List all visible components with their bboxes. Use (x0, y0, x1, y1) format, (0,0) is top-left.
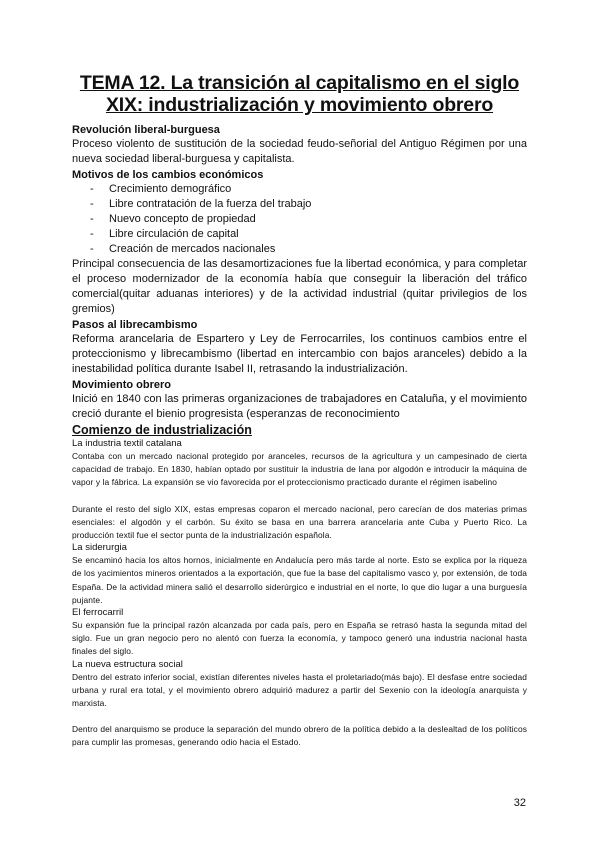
heading-textil: La industria textil catalana (72, 438, 182, 449)
heading-obrero: Movimiento obrero (72, 379, 172, 391)
text-motivos: Principal consecuencia de las desamortizaciones fue la libertad económica, y para completar el proceso modernizador de la economía había que conseguir la liberación del tráfico comercial(quitar aduanas interiores) y de la actividad industrial (quitar privilegios de los gremios) (72, 258, 527, 315)
list-item: - Libre contratación de la fuerza del trabajo (72, 197, 527, 212)
list-item: - Creación de mercados nacionales (72, 242, 527, 257)
heading-ferrocarril: El ferrocarril (72, 607, 124, 619)
text-pasos: Reforma arancelaria de Espartero y Ley de Ferrocarriles, los continuos cambios entre el proteccionismo y librecambismo (libertad en intercambio con bajos aranceles) debido a la inestabilidad política durante Isabel II, retrasando la industrialización. (72, 333, 527, 375)
text-obrero: Inició en 1840 con las primeras organizaciones de trabajadores en Cataluña, y el movimiento creció durante el bienio progresista (esperanzas de reconocimiento (72, 393, 527, 420)
text-textil-2: Durante el resto del siglo XIX, estas empresas coparon el mercado nacional, pero carecían de dos materias primas esenciales: el algodón y el carbón. Su éxito se basa en una barrera arancelaria ante Cuba y Puerto Rico. La producción textil fue el sector punta de la industrialización española. (72, 503, 527, 541)
heading-siderurgia: La siderurgia (72, 542, 127, 554)
text-anarquismo: Dentro del anarquismo se produce la separación del mundo obrero de la política debido a la deslealtad de los políticos para cumplir las promesas, generando odio hacia el Estado. (72, 724, 527, 748)
heading-motivos: Motivos de los cambios económicos (72, 169, 264, 181)
document-page (72, 72, 527, 750)
page-title: TEMA 12. La transición al capitalismo en el siglo XIX: industrialización y movimiento obrero (79, 72, 520, 116)
text-estructura-social: Dentro del estrato inferior social, existían diferentes niveles hasta el proletariado(más bajo). El desfase entre sociedad urbana y rural era total, y el movimiento obrero adquirió madurez a partir del Sexenio con la ideología anarquista y marxista. (72, 671, 527, 709)
text-textil-1: Contaba con un mercado nacional protegido por aranceles, recursos de la agricultura y un campesinado de cierta capacidad de trabajo. En 1830, habían optado por sustituir la industria de lana por algodón e introducir la máquina de vapor y la fábrica. La expansión se vio favorecida por el proteccionismo practicado durante el régimen isabelino (72, 451, 527, 488)
heading-pasos: Pasos al librecambismo (72, 319, 198, 331)
page-number: 32 (513, 797, 526, 809)
heading-revolucion: Revolución liberal-burguesa (72, 124, 220, 136)
list-item: - Libre circulación de capital (72, 227, 527, 242)
motivos-list (72, 182, 527, 257)
heading-comienzo: Comienzo de industrialización (72, 423, 252, 437)
list-item: - Nuevo concepto de propiedad (72, 212, 527, 227)
text-revolucion: Proceso violento de sustitución de la sociedad feudo-señorial del Antiguo Régimen por una nueva sociedad liberal-burguesa y capitalista. (72, 138, 527, 165)
text-ferrocarril: Su expansión fue la principal razón alcanzada por cada país, pero en España se retrasó hasta la segunda mitad del siglo. Fue un gran negocio pero no alentó con fuerza la economía, y tampoco generó una industria nacional hasta finales del siglo. (72, 620, 527, 657)
heading-estructura-social: La nueva estructura social (72, 658, 183, 670)
list-item: - Crecimiento demográfico (72, 182, 527, 197)
text-siderurgia: Se encaminó hacia los altos hornos, inicialmente en Andalucía pero más tarde al norte. Esto se explica por la riqueza de los yacimientos mineros orientados a la exportación, que fue la base del capitalismo vasco y, por extensión, de toda España. De la actividad minera salió el desarrollo siderúrgico e industrial en el norte, lo que dio lugar a una burguesía pujante. (72, 555, 527, 605)
